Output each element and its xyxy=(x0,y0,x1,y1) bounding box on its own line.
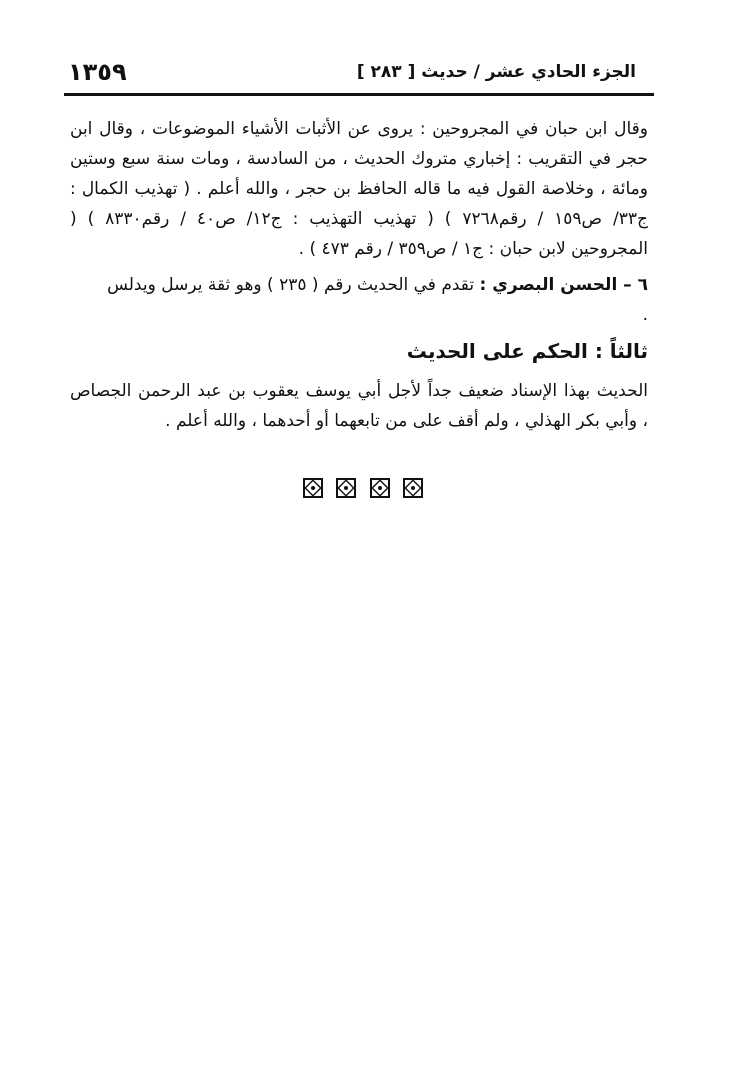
item-line-end: . xyxy=(642,305,648,325)
page-header xyxy=(64,56,654,90)
item-lead: ٦ – الحسن البصري : xyxy=(479,275,648,295)
paragraph-narrator-critique xyxy=(70,114,648,264)
text-line: ج٣٣/ ص١٥٩ / رقم٧٢٦٨ ) ( تهذيب التهذيب : ج١٢/ ص٤٠ / رقم٨٣٣٠ ) ( xyxy=(70,209,648,229)
text-line: ومائة ، وخلاصة القول فيه ما قاله الحافظ بن حجر ، والله أعلم . ( تهذيب الكمال : xyxy=(70,179,648,199)
text-line: الحديث بهذا الإسناد ضعيف جداً لأجل أبي يوسف يعقوب بن عبد الرحمن الجصاص xyxy=(70,381,648,401)
text-line: المجروحين لابن حبان : ج١ / ص٣٥٩ / رقم ٤٧٣ ) . xyxy=(298,239,648,259)
section-end-ornaments xyxy=(303,478,423,500)
section-heading: ثالثاً : الحكم على الحديث xyxy=(406,339,648,363)
text-line: حجر في التقريب : إخباري متروك الحديث ، من السادسة ، ومات سنة سبع وستين xyxy=(70,149,648,169)
ornament-icon xyxy=(336,478,356,498)
running-head: الجزء الحادي عشر / حديث [ ٢٨٣ ] xyxy=(356,62,636,82)
ornament-icon xyxy=(403,478,423,498)
header-rule xyxy=(64,93,654,96)
ornament-icon xyxy=(303,478,323,498)
item-line xyxy=(70,270,648,300)
ornament-icon xyxy=(370,478,390,498)
paragraph-ruling xyxy=(70,376,648,436)
body-text xyxy=(70,114,648,436)
narrator-item-6 xyxy=(70,270,648,330)
page-number: ١٣٥٩ xyxy=(68,58,127,86)
item-text: تقدم في الحديث رقم ( ٢٣٥ ) وهو ثقة يرسل ويدلس xyxy=(107,275,480,295)
text-line: وقال ابن حبان في المجروحين : يروى عن الأثبات الأشياء الموضوعات ، وقال ابن xyxy=(70,119,648,139)
text-line: ، وأبي بكر الهذلي ، ولم أقف على من تابعهما أو أحدهما ، والله أعلم . xyxy=(165,411,648,431)
